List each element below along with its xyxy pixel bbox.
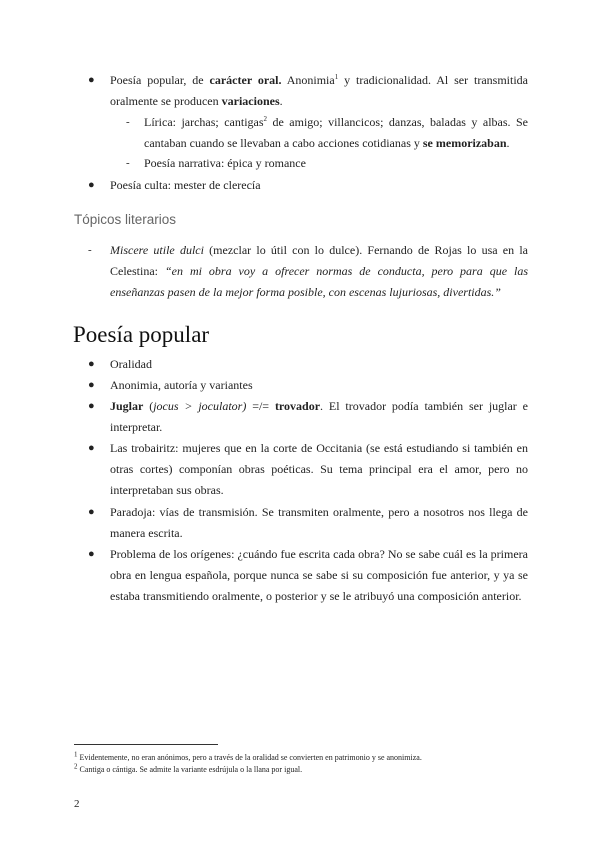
list-item-paradoja: Paradoja: vías de transmisión. Se transmiten oralmente, pero a nosotros nos llega de manera escrita. (110, 505, 528, 540)
list-item-origenes: Problema de los orígenes: ¿cuándo fue escrita cada obra? No se sabe cuál es la primera obra en lengua española, porque nunca se sabe si su composición fue anterior, y ya se estaba transmitiendo oralmente, o posterior y se le atribuyó una composición anterior. (110, 547, 528, 603)
topico-miscere: Miscere utile dulci (mezclar lo útil con lo dulce). Fernando de Rojas lo usa en la Celestina: “en mi obra voy a ofrecer normas de conducta, pero para que las enseñanzas pasen de la mejor forma posible, con escenas lujuriosas, divertidas.” (110, 243, 529, 299)
list-item-anonimia: Anonimia, autoría y variantes (110, 378, 253, 392)
sub-item-lirica: Lírica: jarchas; cantigas$^2$ de amigo; villancicos; danzas, baladas y albas. Se cantaban cuando se llevaban a cabo acciones cotidianas y se memorizaban. (144, 115, 529, 150)
footnote-ref-2[interactable]: 2 (263, 115, 268, 123)
dash-marker: - (88, 244, 92, 256)
bullet-marker: ● (88, 506, 95, 518)
footnote-2: $^2$ Cantiga o cántiga. Se admite la variante esdrújula o la llana por igual. (74, 762, 303, 774)
bullet-marker: ● (88, 179, 95, 191)
dash-marker: - (126, 116, 130, 128)
bullet-marker: ● (88, 400, 95, 412)
bullet-marker: ● (88, 358, 95, 370)
bullet-marker: ● (88, 548, 95, 560)
bullet-marker: ● (88, 74, 95, 86)
sub-item-poesia-narrativa: Poesía narrativa: épica y romance (144, 156, 306, 170)
page-number: 2 (74, 798, 80, 810)
section-heading-topicos: Tópicos literarios (74, 212, 177, 227)
section-heading-poesia-popular: Poesía popular (73, 322, 210, 347)
bullet-marker: ● (88, 442, 95, 454)
list-item-oralidad: Oralidad (110, 357, 152, 371)
footnote-separator (74, 744, 218, 745)
footnote-ref-1[interactable]: 1 (334, 73, 339, 81)
list-item-juglar: Juglar (jocus > joculator) =/= trovador. El trovador podía también ser juglar e interpretar. (110, 399, 528, 434)
dash-marker: - (126, 157, 130, 169)
list-item-poesia-culta: Poesía culta: mester de clerecía (110, 178, 261, 192)
bullet-marker: ● (88, 379, 95, 391)
footnote-1: $^1$ Evidentemente, no eran anónimos, pero a través de la oralidad se convierten en patrimonio y se anonimiza. (74, 750, 422, 762)
list-item-trobairitz: Las trobairitz: mujeres que en la corte de Occitania (se está estudiando si también en otras cortes) componían obras poéticas. Su tema principal era el amor, pero no interpretaban sus obras. (110, 441, 528, 497)
list-item-poesia-popular: Poesía popular, de carácter oral. Anonimia$^1$ y tradicionalidad. Al ser transmitida oralmente se producen variaciones. (110, 73, 528, 108)
